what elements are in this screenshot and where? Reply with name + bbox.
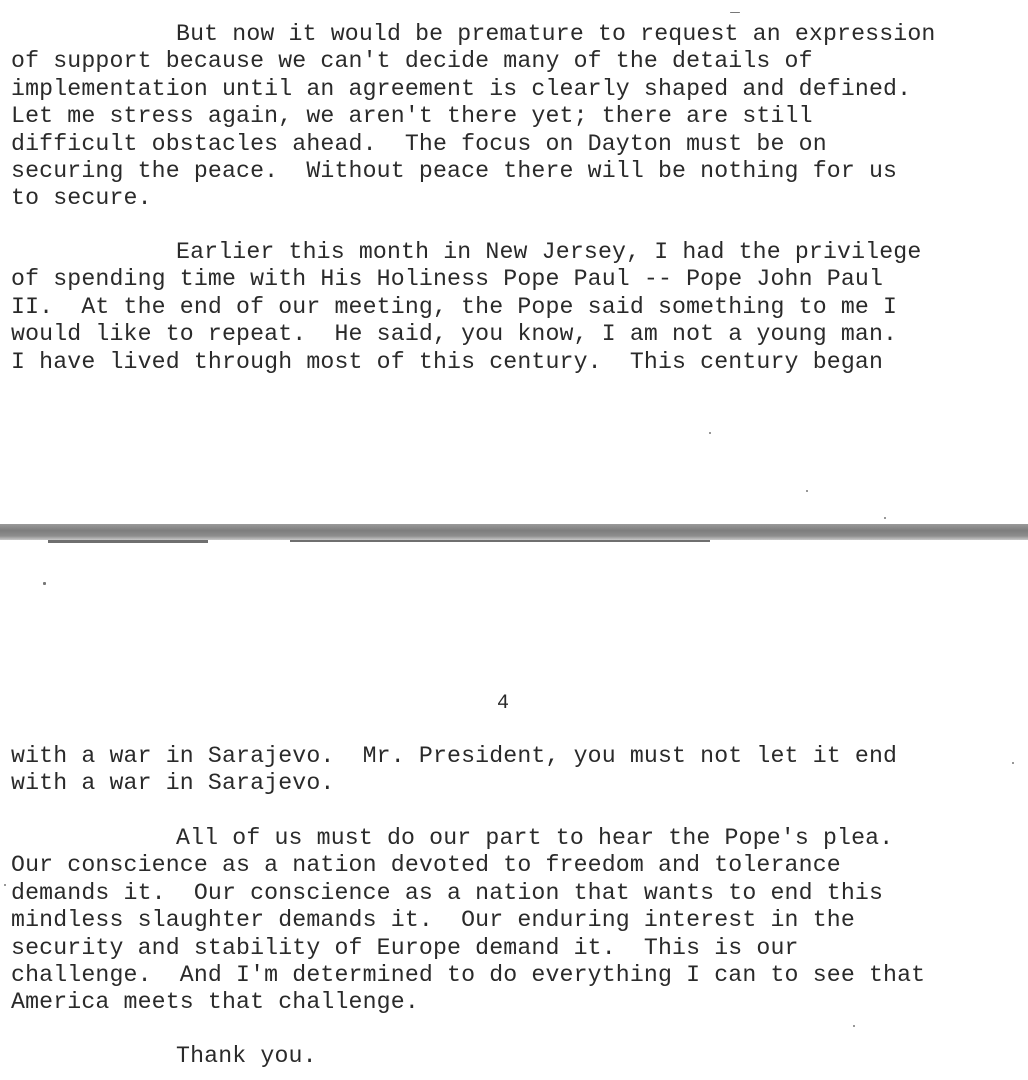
text-line: America meets that challenge. <box>11 989 419 1016</box>
page-break-divider <box>0 524 1028 540</box>
text-line: security and stability of Europe demand it. This is our <box>11 934 799 961</box>
page-break-shadow <box>48 540 208 543</box>
text-line: of support because we can't decide many of the details of <box>11 48 813 75</box>
page-3-bottom-section <box>0 0 1028 524</box>
text-line: But now it would be premature to request an expression <box>176 21 936 47</box>
text-line: Let me stress again, we aren't there yet; there are still <box>11 103 813 130</box>
paragraph-popes-plea <box>11 825 1016 1017</box>
text-line: challenge. And I'm determined to do everything I can to see that <box>11 961 926 988</box>
closing-paragraph <box>11 1043 1016 1070</box>
text-line: securing the peace. Without peace there will be nothing for us <box>11 157 898 184</box>
text-line: difficult obstacles ahead. The focus on Dayton must be on <box>11 130 827 157</box>
page-number: 4 <box>497 692 510 715</box>
text-line: with a war in Sarajevo. Mr. President, you must not let it end <box>11 743 898 769</box>
scan-speck <box>43 582 46 585</box>
text-line: implementation until an agreement is clearly shaped and defined. <box>11 75 912 102</box>
text-line: II. At the end of our meeting, the Pope said something to me I <box>11 293 898 320</box>
scan-speck <box>884 517 886 519</box>
scan-speck <box>1012 762 1014 764</box>
text-line: I have lived through most of this century. This century began <box>11 348 884 375</box>
text-line: with a war in Sarajevo. <box>11 770 335 797</box>
text-line: mindless slaughter demands it. Our enduring interest in the <box>11 907 855 934</box>
text-line: Earlier this month in New Jersey, I had the privilege <box>176 239 922 265</box>
text-line: would like to repeat. He said, you know, I am not a young man. <box>11 321 898 348</box>
text-line: Our conscience as a nation devoted to freedom and tolerance <box>11 852 841 879</box>
text-line: to secure. <box>11 185 152 212</box>
scan-speck <box>709 432 711 434</box>
scan-speck <box>4 884 6 886</box>
text-line: demands it. Our conscience as a nation that wants to end this <box>11 879 884 906</box>
paragraph-pope-meeting <box>11 239 1016 376</box>
scan-speck <box>730 12 740 13</box>
scan-speck <box>853 1025 855 1027</box>
page-break-shadow <box>290 540 710 542</box>
paragraph-premature-request <box>11 21 1016 213</box>
closing-thank-you: Thank you. <box>176 1043 317 1069</box>
text-line: All of us must do our part to hear the Pope's plea. <box>176 825 894 851</box>
paragraph-war-in-sarajevo <box>11 743 1016 798</box>
text-line: of spending time with His Holiness Pope Paul -- Pope John Paul <box>11 266 884 293</box>
scan-speck <box>806 490 808 492</box>
